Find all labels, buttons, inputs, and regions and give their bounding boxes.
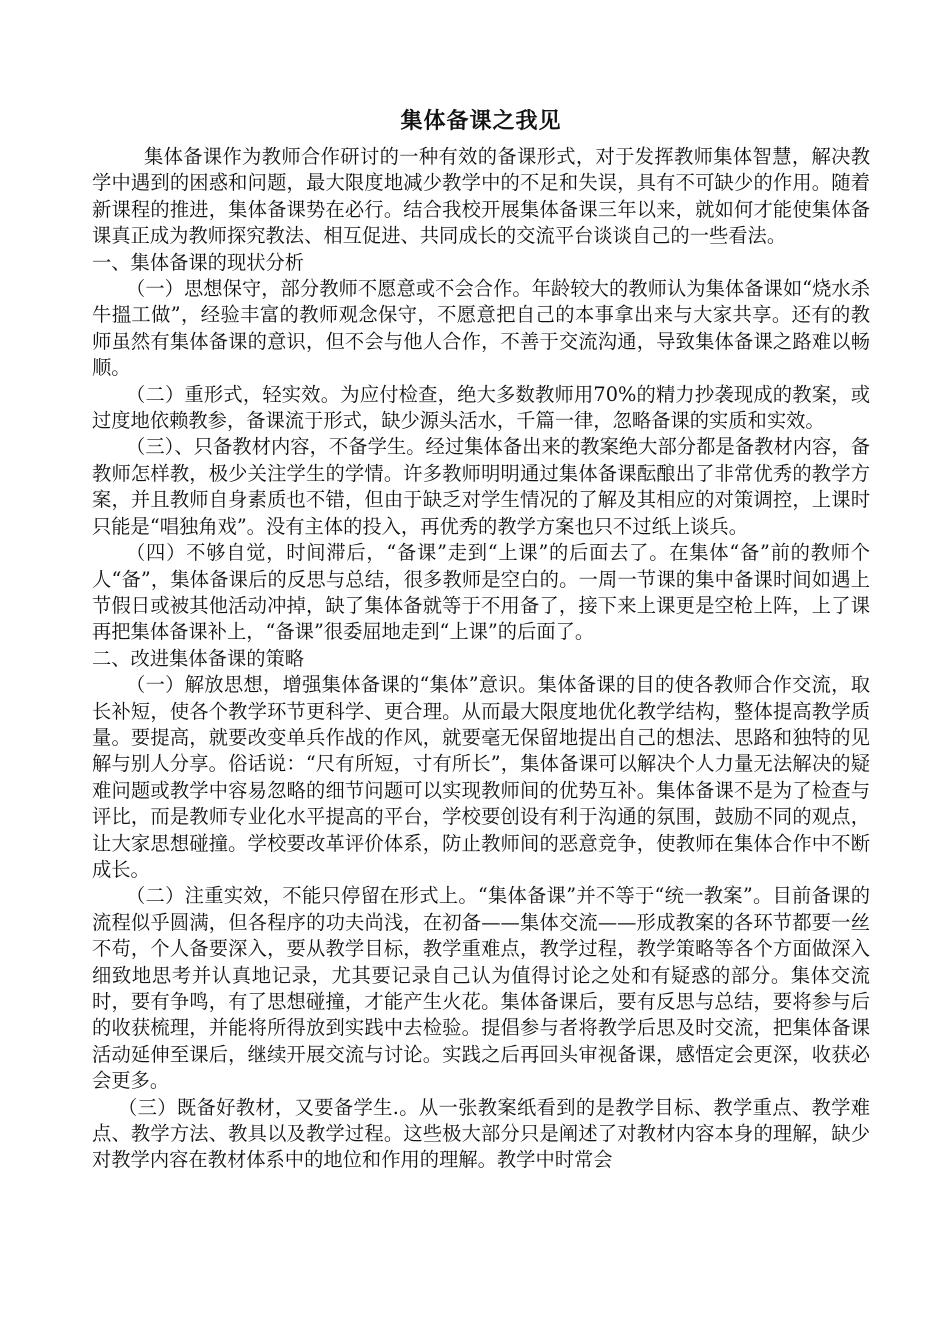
document-page bbox=[92, 104, 870, 1174]
document-title: 集体备课之我见 bbox=[400, 108, 562, 134]
section2-paragraph-2: （二）注重实效，不能只停留在形式上。“集体备课”并不等于“统一教案”。目前备课的流程似乎圆满，但各程序的功夫尚浅，在初备——集体交流——形成教案的各环节都要一丝不苟，个人备要深入，要从教学目标，教学重难点，教学过程，教学策略等各个方面做深入细致地思考并认真地记录，尤其要记录自己认为值得讨论之处和有疑惑的部分。集体交流时，要有争鸣，有了思想碰撞，才能产生火花。集体备课后，要有反思与总结，要将参与后的收获梳理，并能将所得放到实践中去检验。提倡参与者将教学后思及时交流，把集体备课活动延伸至课后，继续开展交流与讨论。实践之后再回头审视备课，感悟定会更深，收获必会更多。 bbox=[92, 884, 870, 1093]
section-heading-1: 一、集体备课的现状分析 bbox=[92, 250, 305, 274]
section1-paragraph-4: （四）不够自觉，时间滞后，“备课”走到“上课”的后面去了。在集体“备”前的教师个人“备”，集体备课后的反思与总结，很多教师是空白的。一周一节课的集中备课时间如遇上节假日或被其他活动冲掉，缺了集体备就等于不用备了，接下来上课更是空枪上阵，上了课再把集体备课补上，“备课”很委屈地走到“上课”的后面了。 bbox=[92, 541, 870, 644]
intro-paragraph: 集体备课作为教师合作研讨的一种有效的备课形式，对于发挥教师集体智慧，解决教学中遇到的困惑和问题，最大限度地减少教学中的不足和失误，具有不可缺少的作用。随着新课程的推进，集体备课势在必行。结合我校开展集体备课三年以来，就如何才能使集体备课真正成为教师探究教法、相互促进、共同成长的交流平台谈谈自己的一些看法。 bbox=[92, 145, 870, 248]
section1-paragraph-1: （一）思想保守，部分教师不愿意或不会合作。年龄较大的教师认为集体备课如“烧水杀牛搵工做”，经验丰富的教师观念保守，不愿意把自己的本事拿出来与大家共享。还有的教师虽然有集体备课的意识，但不会与他人合作，不善于交流沟通，导致集体备课之路难以畅顺。 bbox=[92, 277, 870, 380]
section-heading-2: 二、改进集体备课的策略 bbox=[92, 646, 305, 670]
section1-paragraph-3: （三）、只备教材内容，不备学生。经过集体备出来的教案绝大部分都是备教材内容，备教师怎样教，极少关注学生的学情。许多教师明明通过集体备课酝酿出了非常优秀的教学方案，并且教师自身素质也不错，但由于缺乏对学生情况的了解及其相应的对策调控，上课时只能是“唱独角戏”。没有主体的投入，再优秀的教学方案也只不过纸上谈兵。 bbox=[92, 435, 870, 538]
section1-paragraph-2: （二）重形式，轻实效。为应付检查，绝大多数教师用70%的精力抄袭现成的教案，或过度地依赖教参，备课流于形式，缺少源头活水，千篇一律，忽略备课的实质和实效。 bbox=[92, 382, 870, 433]
section2-paragraph-3: （三）既备好教材，又要备学生.。从一张教案纸看到的是教学目标、教学重点、教学难点、教学方法、教具以及教学过程。这些极大部分只是阐述了对教材内容本身的理解，缺少对教学内容在教材体系中的地位和作用的理解。教学中时常会 bbox=[92, 1095, 870, 1172]
section2-paragraph-1: （一）解放思想，增强集体备课的“集体”意识。集体备课的目的使各教师合作交流，取长补短，使各个教学环节更科学、更合理。从而最大限度地优化教学结构，整体提高教学质量。要提高，就要改变单兵作战的作风，就要毫无保留地提出自己的想法、思路和独特的见解与别人分享。俗话说：“尺有所短，寸有所长”，集体备课可以解决个人力量无法解决的疑难问题或教学中容易忽略的细节问题可以实现教师间的优势互补。集体备课不是为了检查与评比，而是教师专业化水平提高的平台，学校要创设有利于沟通的氛围，鼓励不同的观点，让大家思想碰撞。学校要改革评价体系，防止教师间的恶意竞争，使教师在集体合作中不断成长。 bbox=[92, 673, 870, 881]
